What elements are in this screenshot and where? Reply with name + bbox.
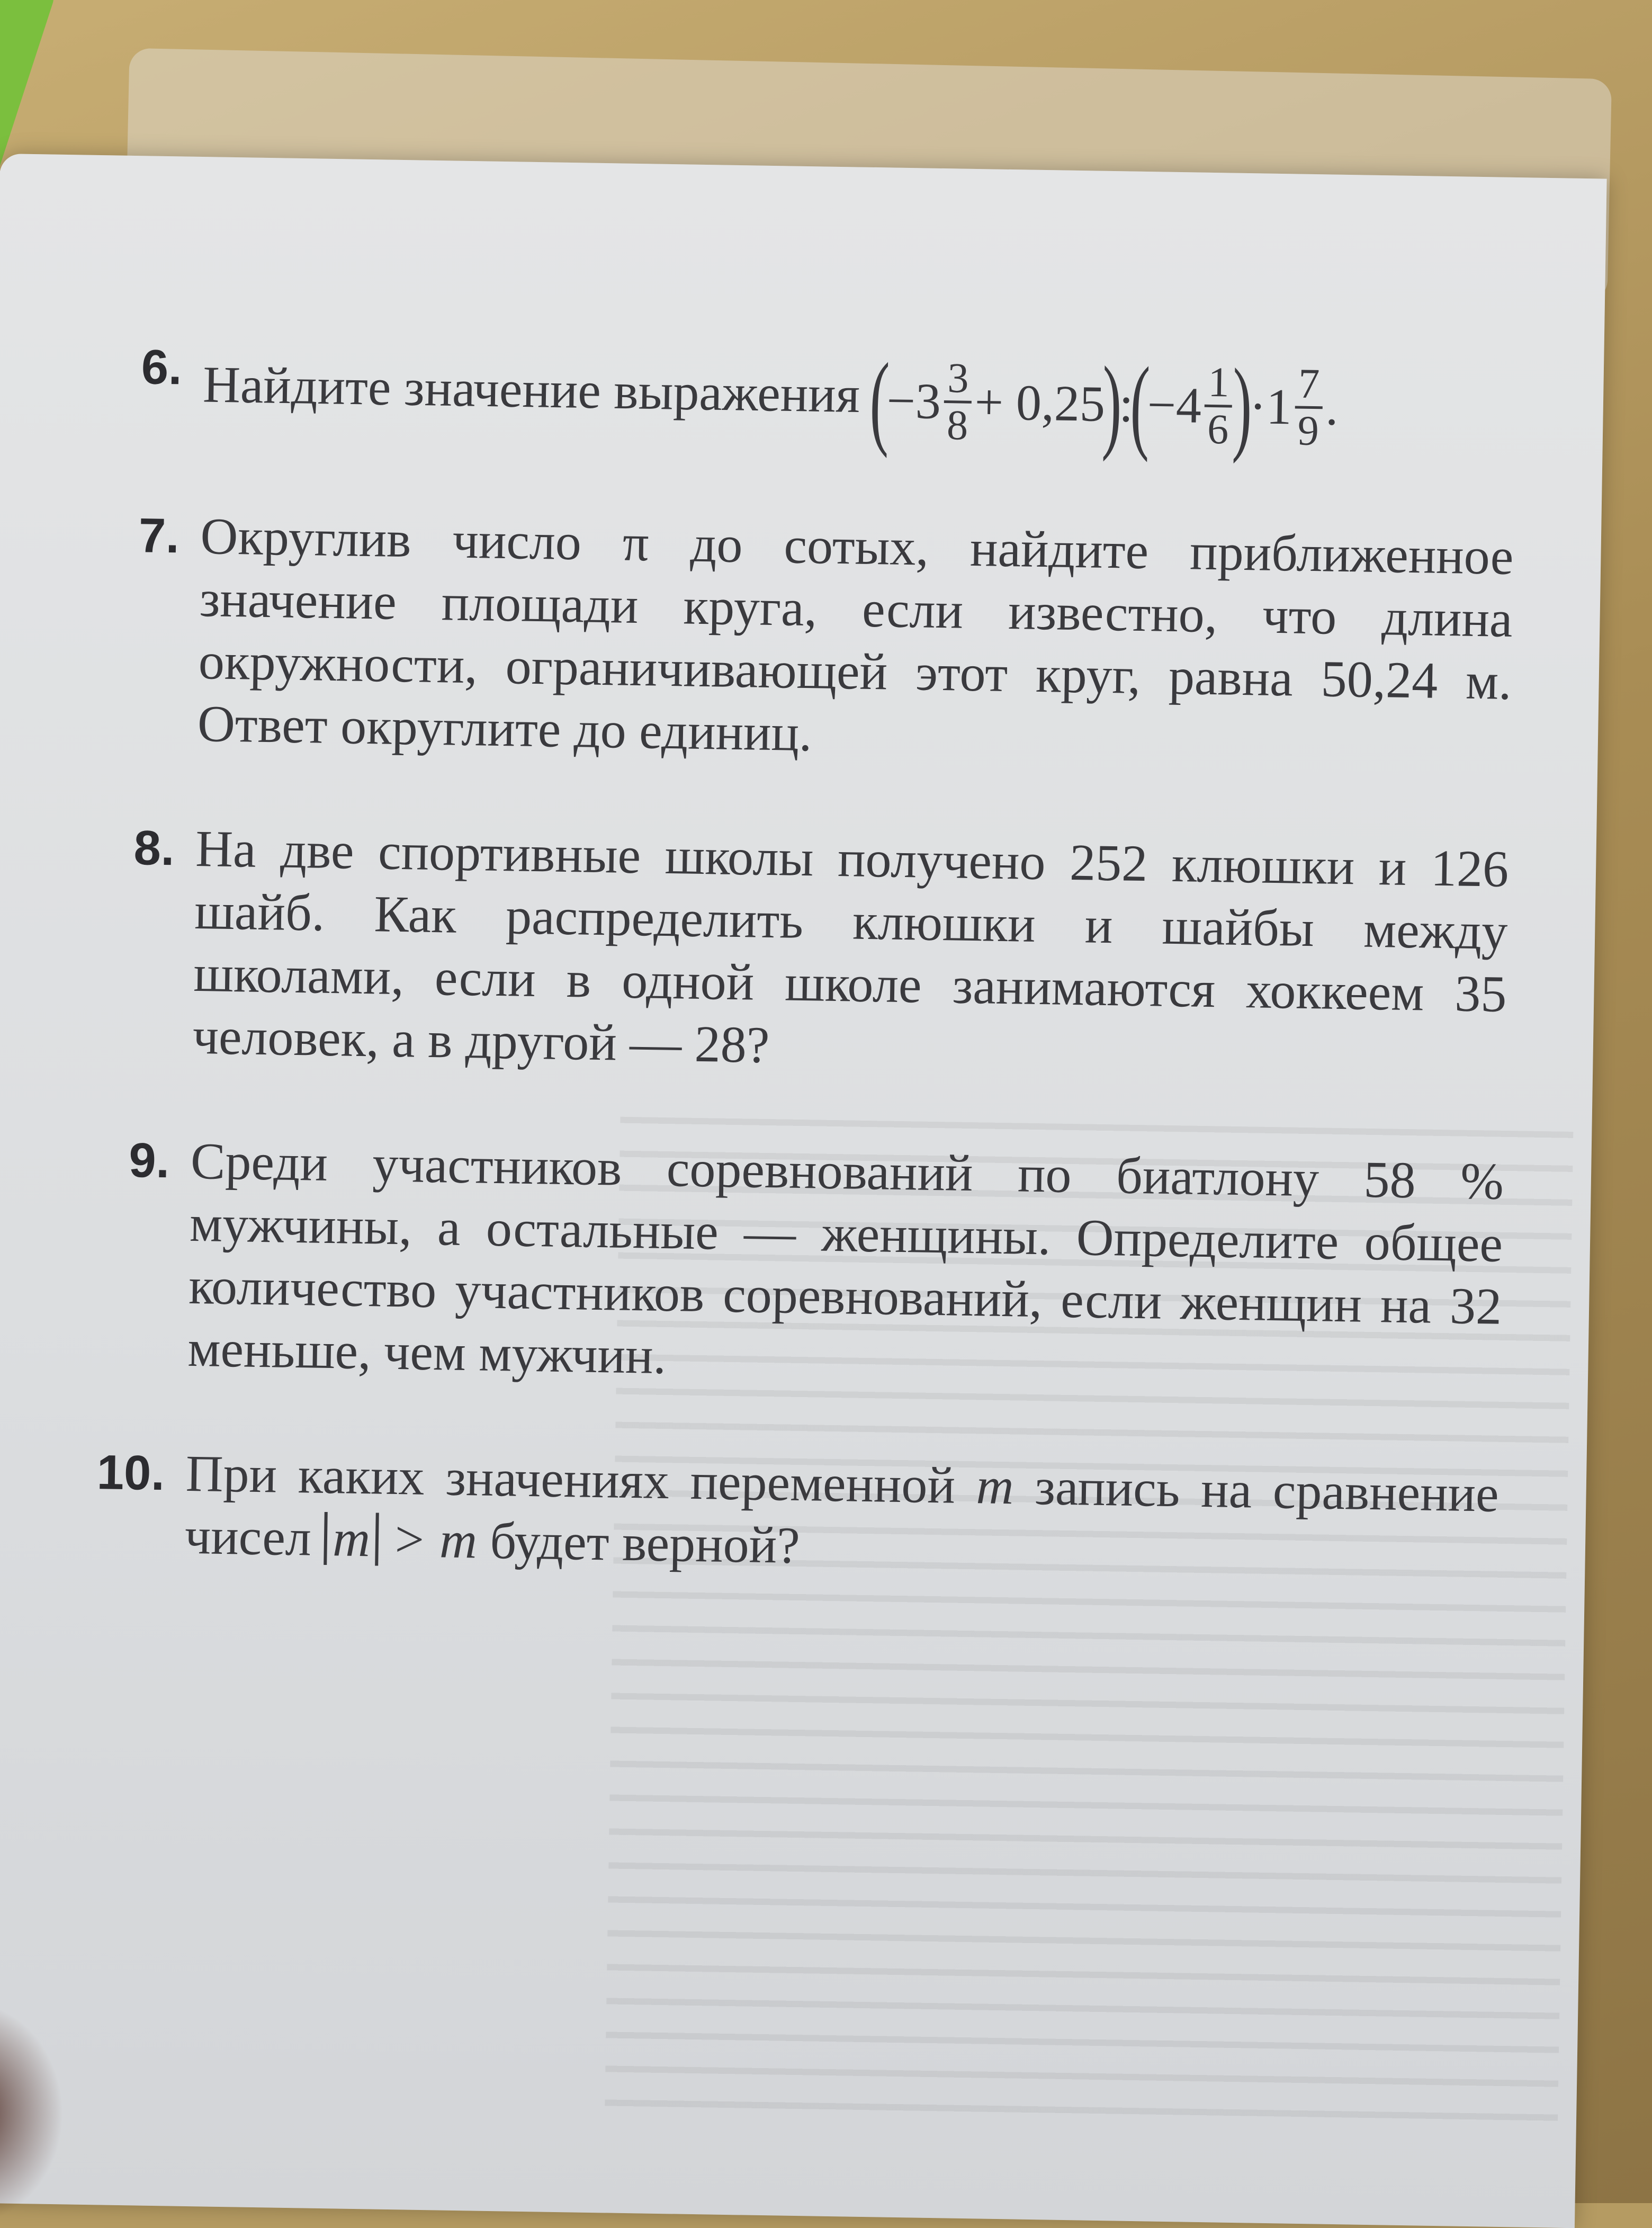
task-6 [75,335,1516,463]
finger-shadow [0,2002,64,2224]
task-number: 10. [96,1445,165,1501]
task-number: 6. [141,340,183,395]
fraction: $\frac{1}{6}$ [1204,360,1233,452]
task-10 [57,1440,1499,1588]
task-8 [65,816,1509,1088]
task-number: 9. [128,1133,170,1188]
task-number: 8. [133,821,175,876]
task-7 [70,503,1514,776]
task-9 [60,1128,1504,1401]
task-text [202,337,1516,463]
fraction: $\frac{7}{9}$ [1294,361,1323,453]
task-text: На две спортивные школы получено 252 клюшки и 126 шайб. Как распределить клюшки и шайбы между школами, если в одной школе занимаются хоккеем 35 человек, а в другой — 28? [192,820,1509,1075]
fraction: $\frac{3}{8}$ [944,356,973,448]
task-lead: Найдите значение выражения [202,356,860,424]
task-text: Округлив число π до сотых, найдите приближенное значение площади круга, если известно, что длина окружности, ограничивающей этот круг, равна 50,24 м. Ответ округлите до единиц. [197,508,1514,763]
book-page [0,154,1607,2228]
task-list [56,335,1516,1650]
task-number: 7. [138,508,180,563]
absolute-value: m [324,1512,379,1566]
task-text: При каких значениях переменной m запись на сравнение чисел m > m будет верной? [184,1445,1500,1575]
task-text: Среди участников соревнований по биатлону 58 % мужчины, а остальные — женщины. Определите общее количество участников соревнований, если женщин на 32 меньше, чем мужчин. [187,1132,1504,1385]
variable: m [975,1457,1014,1516]
math-expression: ( −3 $\frac{3}{8}$ + 0,25 ) : ( −4 $\frac{1}{6}$ ) · 1 $\frac{7}{9}$ . [869,341,1339,465]
